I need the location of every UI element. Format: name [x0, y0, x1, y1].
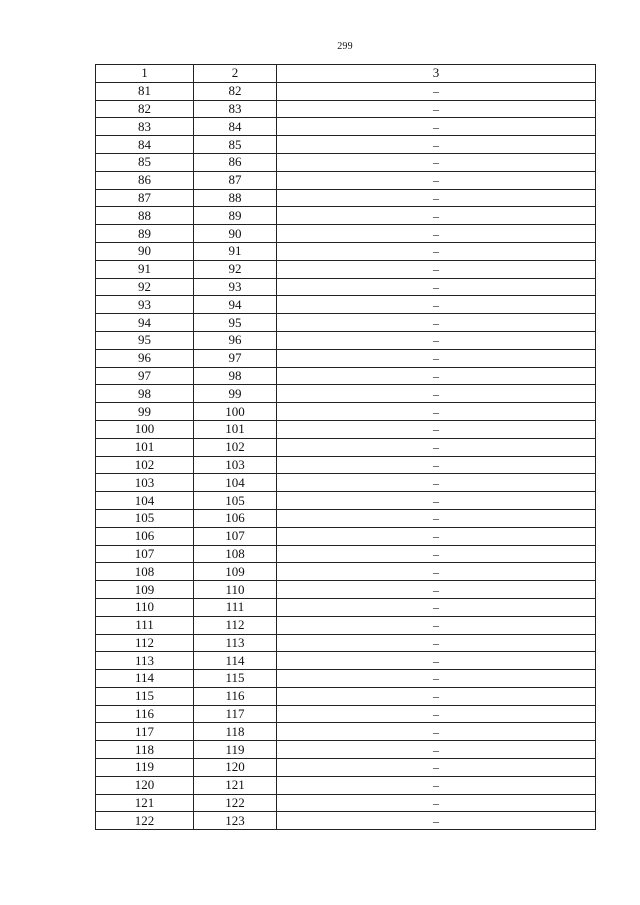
table-cell-col-1: 121	[96, 794, 194, 812]
table-row	[96, 652, 596, 670]
table-row	[96, 616, 596, 634]
table-cell-col-3: –	[277, 420, 596, 438]
table-row	[96, 670, 596, 688]
table-cell-col-3: –	[277, 456, 596, 474]
table-cell-col-2: 115	[194, 670, 277, 688]
table-cell-col-3: –	[277, 598, 596, 616]
table-cell-col-2: 114	[194, 652, 277, 670]
table-cell-col-2: 97	[194, 349, 277, 367]
table-cell-col-3: –	[277, 812, 596, 830]
table-cell-col-1: 110	[96, 598, 194, 616]
table-row	[96, 403, 596, 421]
table-cell-col-1: 117	[96, 723, 194, 741]
table-row	[96, 705, 596, 723]
table-cell-col-3: –	[277, 118, 596, 136]
table-cell-col-2: 116	[194, 687, 277, 705]
table-cell-col-1: 118	[96, 741, 194, 759]
table-row	[96, 296, 596, 314]
table-cell-col-1: 86	[96, 171, 194, 189]
table-row	[96, 331, 596, 349]
table-cell-col-1: 122	[96, 812, 194, 830]
table-cell-col-2: 92	[194, 260, 277, 278]
table-cell-col-1: 95	[96, 331, 194, 349]
table-cell-col-1: 120	[96, 776, 194, 794]
table-cell-col-1: 94	[96, 314, 194, 332]
table-row	[96, 385, 596, 403]
table-row	[96, 598, 596, 616]
table-cell-col-2: 123	[194, 812, 277, 830]
table-cell-col-3: –	[277, 794, 596, 812]
table-cell-col-1: 83	[96, 118, 194, 136]
table-row	[96, 509, 596, 527]
table-cell-col-2: 83	[194, 100, 277, 118]
table-cell-col-3: –	[277, 349, 596, 367]
table-cell-col-1: 104	[96, 492, 194, 510]
table-cell-col-3: –	[277, 652, 596, 670]
table-cell-col-2: 102	[194, 438, 277, 456]
table-cell-col-2: 119	[194, 741, 277, 759]
table-row	[96, 314, 596, 332]
table-cell-col-1: 90	[96, 242, 194, 260]
table-row	[96, 545, 596, 563]
table-cell-col-2: 108	[194, 545, 277, 563]
table-row	[96, 242, 596, 260]
table-cell-col-3: –	[277, 331, 596, 349]
table-row	[96, 82, 596, 100]
table-row	[96, 723, 596, 741]
table-cell-col-1: 115	[96, 687, 194, 705]
table-cell-col-3: –	[277, 474, 596, 492]
table-cell-col-1: 84	[96, 136, 194, 154]
table-cell-col-2: 120	[194, 759, 277, 777]
table-row	[96, 741, 596, 759]
table-cell-col-3: –	[277, 438, 596, 456]
table-cell-col-1: 97	[96, 367, 194, 385]
table-cell-col-3: –	[277, 563, 596, 581]
table-cell-col-2: 99	[194, 385, 277, 403]
table-cell-col-3: –	[277, 100, 596, 118]
table-row	[96, 349, 596, 367]
table-cell-col-1: 99	[96, 403, 194, 421]
table-cell-col-1: 105	[96, 509, 194, 527]
table-cell-col-1: 116	[96, 705, 194, 723]
table-cell-col-2: 117	[194, 705, 277, 723]
table-cell-col-1: 88	[96, 207, 194, 225]
table-cell-col-2: 86	[194, 153, 277, 171]
table-cell-col-3: –	[277, 509, 596, 527]
table-cell-col-2: 103	[194, 456, 277, 474]
table-row	[96, 687, 596, 705]
table-row	[96, 225, 596, 243]
table-cell-col-3: –	[277, 136, 596, 154]
table-cell-col-2: 109	[194, 563, 277, 581]
table-cell-col-1: 89	[96, 225, 194, 243]
table-cell-col-1: 93	[96, 296, 194, 314]
table-row	[96, 634, 596, 652]
table-cell-col-3: –	[277, 153, 596, 171]
table-cell-col-1: 108	[96, 563, 194, 581]
table-row	[96, 118, 596, 136]
table-cell-col-3: –	[277, 260, 596, 278]
column-header-1: 1	[96, 65, 194, 83]
table-cell-col-2: 87	[194, 171, 277, 189]
column-header-3: 3	[277, 65, 596, 83]
table-cell-col-2: 100	[194, 403, 277, 421]
table-cell-col-3: –	[277, 189, 596, 207]
table-row	[96, 100, 596, 118]
table-cell-col-3: –	[277, 527, 596, 545]
table-cell-col-1: 102	[96, 456, 194, 474]
table-cell-col-3: –	[277, 634, 596, 652]
table-cell-col-3: –	[277, 581, 596, 599]
table-row	[96, 438, 596, 456]
table-cell-col-2: 98	[194, 367, 277, 385]
page-number: 299	[337, 41, 353, 52]
table-cell-col-1: 109	[96, 581, 194, 599]
table-cell-col-3: –	[277, 296, 596, 314]
table-cell-col-1: 112	[96, 634, 194, 652]
table-row	[96, 420, 596, 438]
table-cell-col-1: 103	[96, 474, 194, 492]
table-cell-col-3: –	[277, 741, 596, 759]
data-table	[95, 64, 596, 830]
table-cell-col-3: –	[277, 670, 596, 688]
table-row	[96, 260, 596, 278]
table-cell-col-2: 105	[194, 492, 277, 510]
table-cell-col-3: –	[277, 776, 596, 794]
table-cell-col-2: 113	[194, 634, 277, 652]
table-cell-col-1: 107	[96, 545, 194, 563]
table-cell-col-1: 85	[96, 153, 194, 171]
table-cell-col-2: 101	[194, 420, 277, 438]
table-cell-col-3: –	[277, 492, 596, 510]
table-cell-col-3: –	[277, 207, 596, 225]
table-row	[96, 367, 596, 385]
table-cell-col-3: –	[277, 82, 596, 100]
table-cell-col-2: 104	[194, 474, 277, 492]
table-cell-col-1: 96	[96, 349, 194, 367]
table-cell-col-2: 84	[194, 118, 277, 136]
column-header-2: 2	[194, 65, 277, 83]
table-cell-col-3: –	[277, 687, 596, 705]
table-cell-col-2: 89	[194, 207, 277, 225]
table-cell-col-1: 106	[96, 527, 194, 545]
table-row	[96, 474, 596, 492]
table-row	[96, 136, 596, 154]
table-cell-col-2: 94	[194, 296, 277, 314]
table-row	[96, 794, 596, 812]
table-cell-col-3: –	[277, 759, 596, 777]
table-cell-col-3: –	[277, 403, 596, 421]
table-row	[96, 456, 596, 474]
table-cell-col-2: 107	[194, 527, 277, 545]
table-cell-col-1: 111	[96, 616, 194, 634]
table-header-row	[96, 65, 596, 83]
table-cell-col-3: –	[277, 545, 596, 563]
table-cell-col-1: 114	[96, 670, 194, 688]
table-cell-col-3: –	[277, 314, 596, 332]
table-row	[96, 812, 596, 830]
table-cell-col-2: 112	[194, 616, 277, 634]
table-cell-col-1: 91	[96, 260, 194, 278]
table-cell-col-2: 110	[194, 581, 277, 599]
table-row	[96, 278, 596, 296]
table-cell-col-1: 98	[96, 385, 194, 403]
table-cell-col-3: –	[277, 278, 596, 296]
table-cell-col-2: 90	[194, 225, 277, 243]
table-cell-col-2: 95	[194, 314, 277, 332]
table-row	[96, 171, 596, 189]
table-row	[96, 776, 596, 794]
table-cell-col-2: 122	[194, 794, 277, 812]
table-cell-col-1: 81	[96, 82, 194, 100]
table-cell-col-2: 118	[194, 723, 277, 741]
table-cell-col-2: 85	[194, 136, 277, 154]
table-cell-col-3: –	[277, 171, 596, 189]
table-row	[96, 581, 596, 599]
table-row	[96, 527, 596, 545]
table-row	[96, 189, 596, 207]
table-cell-col-2: 121	[194, 776, 277, 794]
table-cell-col-1: 113	[96, 652, 194, 670]
table-cell-col-1: 92	[96, 278, 194, 296]
table-cell-col-2: 96	[194, 331, 277, 349]
table-row	[96, 492, 596, 510]
table-cell-col-2: 82	[194, 82, 277, 100]
table-cell-col-3: –	[277, 705, 596, 723]
table-body	[96, 82, 596, 829]
table-row	[96, 563, 596, 581]
table-cell-col-3: –	[277, 385, 596, 403]
table-cell-col-3: –	[277, 616, 596, 634]
table-cell-col-2: 91	[194, 242, 277, 260]
table-cell-col-2: 106	[194, 509, 277, 527]
table-cell-col-3: –	[277, 242, 596, 260]
table-cell-col-1: 119	[96, 759, 194, 777]
table-row	[96, 153, 596, 171]
table-cell-col-2: 88	[194, 189, 277, 207]
table-row	[96, 207, 596, 225]
table-cell-col-3: –	[277, 723, 596, 741]
table-cell-col-1: 82	[96, 100, 194, 118]
table-cell-col-2: 93	[194, 278, 277, 296]
table-cell-col-3: –	[277, 225, 596, 243]
table-cell-col-3: –	[277, 367, 596, 385]
table-row	[96, 759, 596, 777]
table-cell-col-1: 101	[96, 438, 194, 456]
table-cell-col-1: 87	[96, 189, 194, 207]
table-cell-col-2: 111	[194, 598, 277, 616]
table-cell-col-1: 100	[96, 420, 194, 438]
